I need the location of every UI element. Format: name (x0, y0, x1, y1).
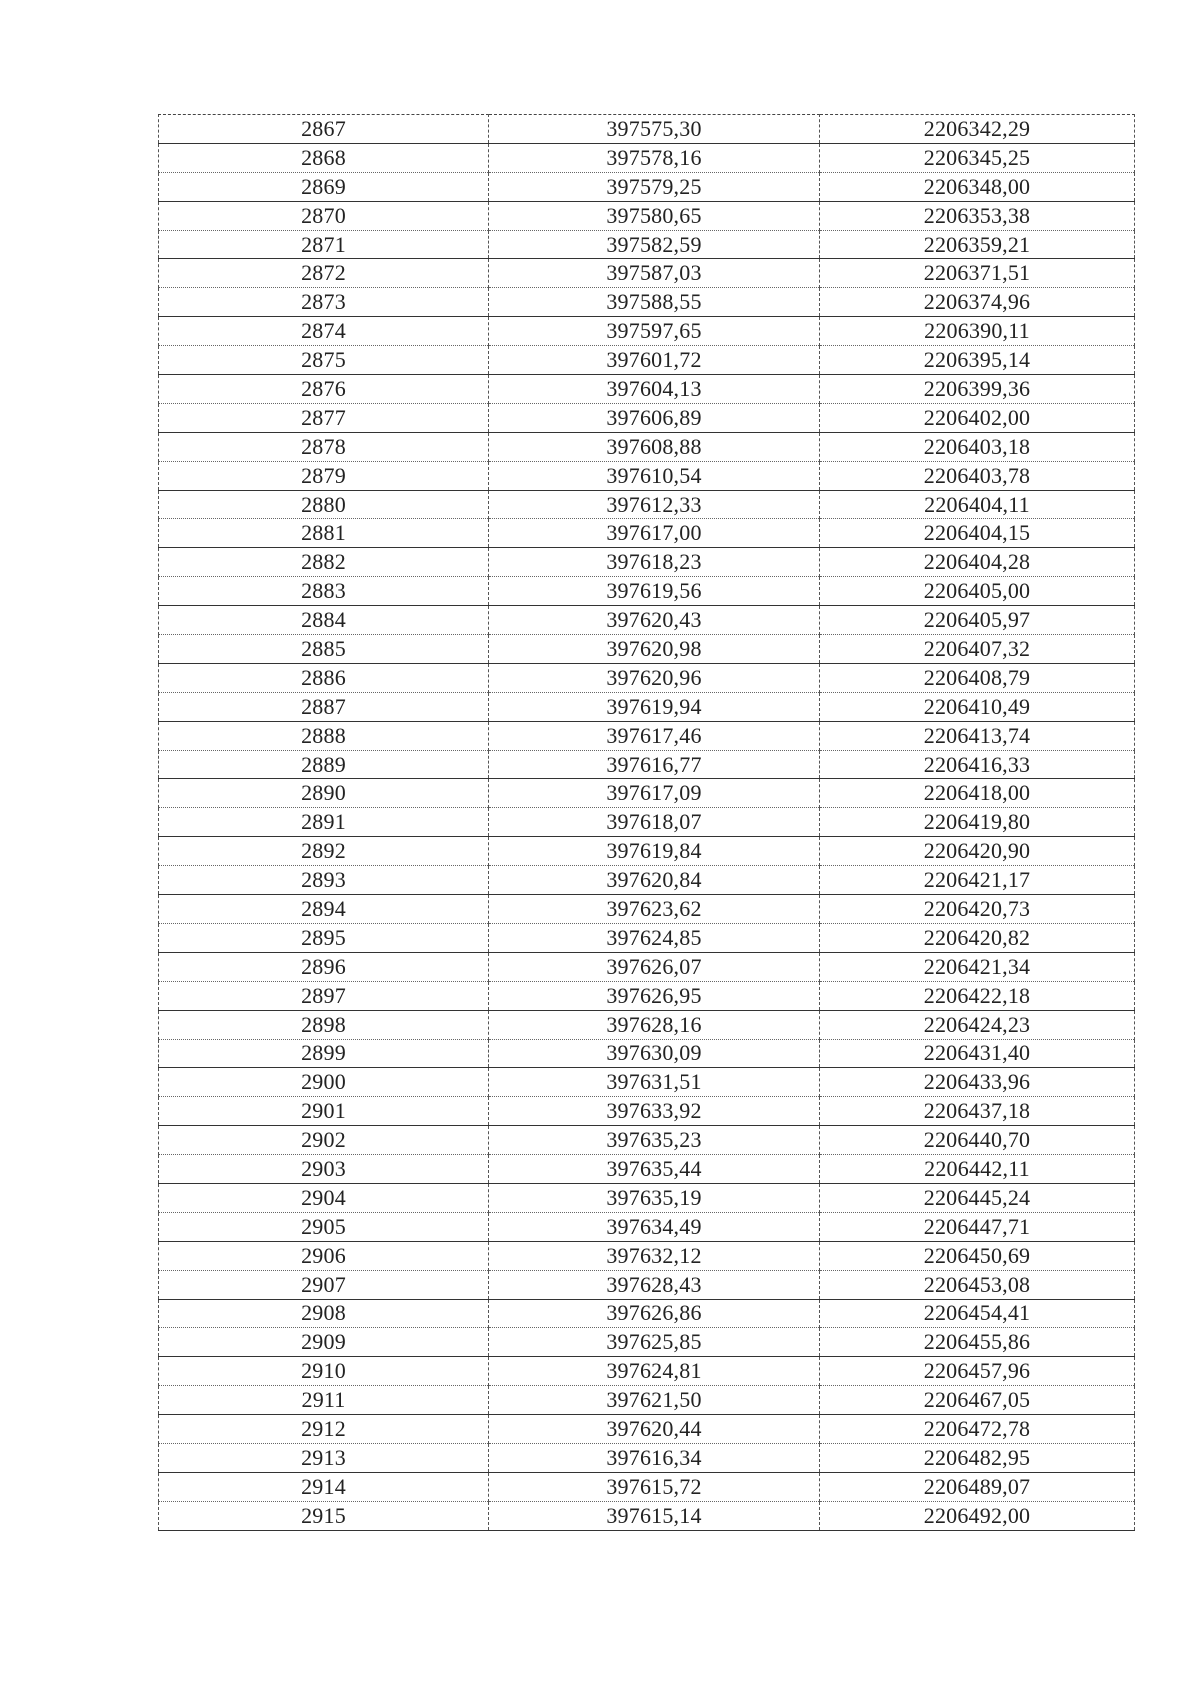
table-row (159, 1155, 1135, 1184)
point-number-cell: 2875 (159, 346, 489, 375)
y-coordinate-cell: 2206433,96 (820, 1068, 1135, 1097)
table-row (159, 548, 1135, 577)
y-coordinate-cell: 2206467,05 (820, 1386, 1135, 1415)
point-number-cell: 2902 (159, 1126, 489, 1155)
table-row (159, 1472, 1135, 1501)
x-coordinate-cell: 397635,23 (489, 1126, 820, 1155)
x-coordinate-cell: 397616,34 (489, 1443, 820, 1472)
point-number-cell: 2893 (159, 866, 489, 895)
x-coordinate-cell: 397604,13 (489, 375, 820, 404)
y-coordinate-cell: 2206404,15 (820, 519, 1135, 548)
x-coordinate-cell: 397606,89 (489, 403, 820, 432)
table-row (159, 519, 1135, 548)
y-coordinate-cell: 2206437,18 (820, 1097, 1135, 1126)
point-number-cell: 2867 (159, 115, 489, 144)
y-coordinate-cell: 2206404,11 (820, 490, 1135, 519)
y-coordinate-cell: 2206374,96 (820, 288, 1135, 317)
point-number-cell: 2899 (159, 1039, 489, 1068)
point-number-cell: 2909 (159, 1328, 489, 1357)
y-coordinate-cell: 2206371,51 (820, 259, 1135, 288)
y-coordinate-cell: 2206342,29 (820, 115, 1135, 144)
y-coordinate-cell: 2206405,00 (820, 577, 1135, 606)
point-number-cell: 2871 (159, 230, 489, 259)
x-coordinate-cell: 397634,49 (489, 1212, 820, 1241)
point-number-cell: 2910 (159, 1357, 489, 1386)
point-number-cell: 2896 (159, 952, 489, 981)
table-row (159, 923, 1135, 952)
table-row (159, 490, 1135, 519)
table-row (159, 1097, 1135, 1126)
table-row (159, 952, 1135, 981)
y-coordinate-cell: 2206431,40 (820, 1039, 1135, 1068)
x-coordinate-cell: 397632,12 (489, 1241, 820, 1270)
y-coordinate-cell: 2206450,69 (820, 1241, 1135, 1270)
point-number-cell: 2889 (159, 750, 489, 779)
point-number-cell: 2908 (159, 1299, 489, 1328)
y-coordinate-cell: 2206348,00 (820, 172, 1135, 201)
y-coordinate-cell: 2206408,79 (820, 663, 1135, 692)
coordinate-table (158, 114, 1135, 1531)
point-number-cell: 2901 (159, 1097, 489, 1126)
x-coordinate-cell: 397575,30 (489, 115, 820, 144)
x-coordinate-cell: 397623,62 (489, 895, 820, 924)
table-row (159, 1183, 1135, 1212)
table-row (159, 115, 1135, 144)
table-row (159, 750, 1135, 779)
table-row (159, 577, 1135, 606)
y-coordinate-cell: 2206492,00 (820, 1501, 1135, 1530)
table-row (159, 201, 1135, 230)
table-row (159, 663, 1135, 692)
point-number-cell: 2905 (159, 1212, 489, 1241)
table-row (159, 1443, 1135, 1472)
y-coordinate-cell: 2206407,32 (820, 635, 1135, 664)
y-coordinate-cell: 2206457,96 (820, 1357, 1135, 1386)
x-coordinate-cell: 397620,96 (489, 663, 820, 692)
point-number-cell: 2873 (159, 288, 489, 317)
y-coordinate-cell: 2206420,73 (820, 895, 1135, 924)
y-coordinate-cell: 2206440,70 (820, 1126, 1135, 1155)
y-coordinate-cell: 2206419,80 (820, 808, 1135, 837)
x-coordinate-cell: 397620,98 (489, 635, 820, 664)
x-coordinate-cell: 397615,14 (489, 1501, 820, 1530)
table-row (159, 721, 1135, 750)
x-coordinate-cell: 397620,84 (489, 866, 820, 895)
x-coordinate-cell: 397620,43 (489, 606, 820, 635)
x-coordinate-cell: 397610,54 (489, 461, 820, 490)
table-row (159, 1068, 1135, 1097)
y-coordinate-cell: 2206482,95 (820, 1443, 1135, 1472)
y-coordinate-cell: 2206424,23 (820, 1010, 1135, 1039)
point-number-cell: 2869 (159, 172, 489, 201)
y-coordinate-cell: 2206442,11 (820, 1155, 1135, 1184)
x-coordinate-cell: 397635,44 (489, 1155, 820, 1184)
x-coordinate-cell: 397597,65 (489, 317, 820, 346)
x-coordinate-cell: 397601,72 (489, 346, 820, 375)
x-coordinate-cell: 397624,85 (489, 923, 820, 952)
point-number-cell: 2892 (159, 837, 489, 866)
table-row (159, 1212, 1135, 1241)
table-row (159, 635, 1135, 664)
x-coordinate-cell: 397633,92 (489, 1097, 820, 1126)
x-coordinate-cell: 397615,72 (489, 1472, 820, 1501)
x-coordinate-cell: 397619,56 (489, 577, 820, 606)
y-coordinate-cell: 2206489,07 (820, 1472, 1135, 1501)
x-coordinate-cell: 397618,07 (489, 808, 820, 837)
point-number-cell: 2879 (159, 461, 489, 490)
x-coordinate-cell: 397617,46 (489, 721, 820, 750)
table-row (159, 1501, 1135, 1530)
table-row (159, 779, 1135, 808)
x-coordinate-cell: 397624,81 (489, 1357, 820, 1386)
y-coordinate-cell: 2206403,78 (820, 461, 1135, 490)
y-coordinate-cell: 2206405,97 (820, 606, 1135, 635)
y-coordinate-cell: 2206345,25 (820, 143, 1135, 172)
x-coordinate-cell: 397618,23 (489, 548, 820, 577)
x-coordinate-cell: 397587,03 (489, 259, 820, 288)
x-coordinate-cell: 397580,65 (489, 201, 820, 230)
y-coordinate-cell: 2206402,00 (820, 403, 1135, 432)
point-number-cell: 2868 (159, 143, 489, 172)
y-coordinate-cell: 2206454,41 (820, 1299, 1135, 1328)
point-number-cell: 2882 (159, 548, 489, 577)
y-coordinate-cell: 2206403,18 (820, 432, 1135, 461)
point-number-cell: 2877 (159, 403, 489, 432)
y-coordinate-cell: 2206445,24 (820, 1183, 1135, 1212)
point-number-cell: 2883 (159, 577, 489, 606)
table-row (159, 375, 1135, 404)
x-coordinate-cell: 397608,88 (489, 432, 820, 461)
point-number-cell: 2914 (159, 1472, 489, 1501)
table-row (159, 317, 1135, 346)
point-number-cell: 2885 (159, 635, 489, 664)
table-row (159, 1270, 1135, 1299)
table-row (159, 172, 1135, 201)
point-number-cell: 2894 (159, 895, 489, 924)
x-coordinate-cell: 397617,09 (489, 779, 820, 808)
y-coordinate-cell: 2206399,36 (820, 375, 1135, 404)
x-coordinate-cell: 397628,16 (489, 1010, 820, 1039)
point-number-cell: 2874 (159, 317, 489, 346)
x-coordinate-cell: 397579,25 (489, 172, 820, 201)
y-coordinate-cell: 2206420,90 (820, 837, 1135, 866)
y-coordinate-cell: 2206455,86 (820, 1328, 1135, 1357)
point-number-cell: 2895 (159, 923, 489, 952)
x-coordinate-cell: 397631,51 (489, 1068, 820, 1097)
y-coordinate-cell: 2206472,78 (820, 1415, 1135, 1444)
point-number-cell: 2906 (159, 1241, 489, 1270)
table-row (159, 808, 1135, 837)
point-number-cell: 2912 (159, 1415, 489, 1444)
table-row (159, 981, 1135, 1010)
table-row (159, 1241, 1135, 1270)
table-row (159, 143, 1135, 172)
table-row (159, 288, 1135, 317)
y-coordinate-cell: 2206353,38 (820, 201, 1135, 230)
table-row (159, 461, 1135, 490)
point-number-cell: 2898 (159, 1010, 489, 1039)
x-coordinate-cell: 397626,86 (489, 1299, 820, 1328)
point-number-cell: 2876 (159, 375, 489, 404)
y-coordinate-cell: 2206410,49 (820, 692, 1135, 721)
y-coordinate-cell: 2206421,34 (820, 952, 1135, 981)
table-row (159, 230, 1135, 259)
x-coordinate-cell: 397582,59 (489, 230, 820, 259)
y-coordinate-cell: 2206390,11 (820, 317, 1135, 346)
point-number-cell: 2884 (159, 606, 489, 635)
point-number-cell: 2913 (159, 1443, 489, 1472)
table-row (159, 346, 1135, 375)
table-row (159, 403, 1135, 432)
x-coordinate-cell: 397626,95 (489, 981, 820, 1010)
point-number-cell: 2886 (159, 663, 489, 692)
table-row (159, 606, 1135, 635)
x-coordinate-cell: 397619,94 (489, 692, 820, 721)
point-number-cell: 2915 (159, 1501, 489, 1530)
table-row (159, 866, 1135, 895)
table-row (159, 259, 1135, 288)
y-coordinate-cell: 2206413,74 (820, 721, 1135, 750)
y-coordinate-cell: 2206404,28 (820, 548, 1135, 577)
table-row (159, 1415, 1135, 1444)
x-coordinate-cell: 397617,00 (489, 519, 820, 548)
x-coordinate-cell: 397628,43 (489, 1270, 820, 1299)
table-row (159, 1039, 1135, 1068)
point-number-cell: 2888 (159, 721, 489, 750)
y-coordinate-cell: 2206422,18 (820, 981, 1135, 1010)
y-coordinate-cell: 2206359,21 (820, 230, 1135, 259)
x-coordinate-cell: 397626,07 (489, 952, 820, 981)
point-number-cell: 2880 (159, 490, 489, 519)
x-coordinate-cell: 397616,77 (489, 750, 820, 779)
point-number-cell: 2907 (159, 1270, 489, 1299)
table-row (159, 432, 1135, 461)
table-row (159, 1328, 1135, 1357)
point-number-cell: 2911 (159, 1386, 489, 1415)
point-number-cell: 2870 (159, 201, 489, 230)
point-number-cell: 2878 (159, 432, 489, 461)
y-coordinate-cell: 2206447,71 (820, 1212, 1135, 1241)
table-row (159, 1357, 1135, 1386)
point-number-cell: 2890 (159, 779, 489, 808)
table-row (159, 1126, 1135, 1155)
point-number-cell: 2891 (159, 808, 489, 837)
x-coordinate-cell: 397621,50 (489, 1386, 820, 1415)
y-coordinate-cell: 2206420,82 (820, 923, 1135, 952)
table-row (159, 692, 1135, 721)
point-number-cell: 2872 (159, 259, 489, 288)
table-row (159, 837, 1135, 866)
table-row (159, 895, 1135, 924)
point-number-cell: 2897 (159, 981, 489, 1010)
point-number-cell: 2900 (159, 1068, 489, 1097)
coordinate-table-body (159, 115, 1135, 1531)
x-coordinate-cell: 397588,55 (489, 288, 820, 317)
y-coordinate-cell: 2206416,33 (820, 750, 1135, 779)
table-row (159, 1299, 1135, 1328)
point-number-cell: 2881 (159, 519, 489, 548)
y-coordinate-cell: 2206453,08 (820, 1270, 1135, 1299)
point-number-cell: 2904 (159, 1183, 489, 1212)
table-row (159, 1010, 1135, 1039)
y-coordinate-cell: 2206421,17 (820, 866, 1135, 895)
x-coordinate-cell: 397630,09 (489, 1039, 820, 1068)
x-coordinate-cell: 397619,84 (489, 837, 820, 866)
x-coordinate-cell: 397578,16 (489, 143, 820, 172)
x-coordinate-cell: 397635,19 (489, 1183, 820, 1212)
point-number-cell: 2887 (159, 692, 489, 721)
x-coordinate-cell: 397620,44 (489, 1415, 820, 1444)
y-coordinate-cell: 2206395,14 (820, 346, 1135, 375)
y-coordinate-cell: 2206418,00 (820, 779, 1135, 808)
x-coordinate-cell: 397612,33 (489, 490, 820, 519)
table-row (159, 1386, 1135, 1415)
point-number-cell: 2903 (159, 1155, 489, 1184)
x-coordinate-cell: 397625,85 (489, 1328, 820, 1357)
